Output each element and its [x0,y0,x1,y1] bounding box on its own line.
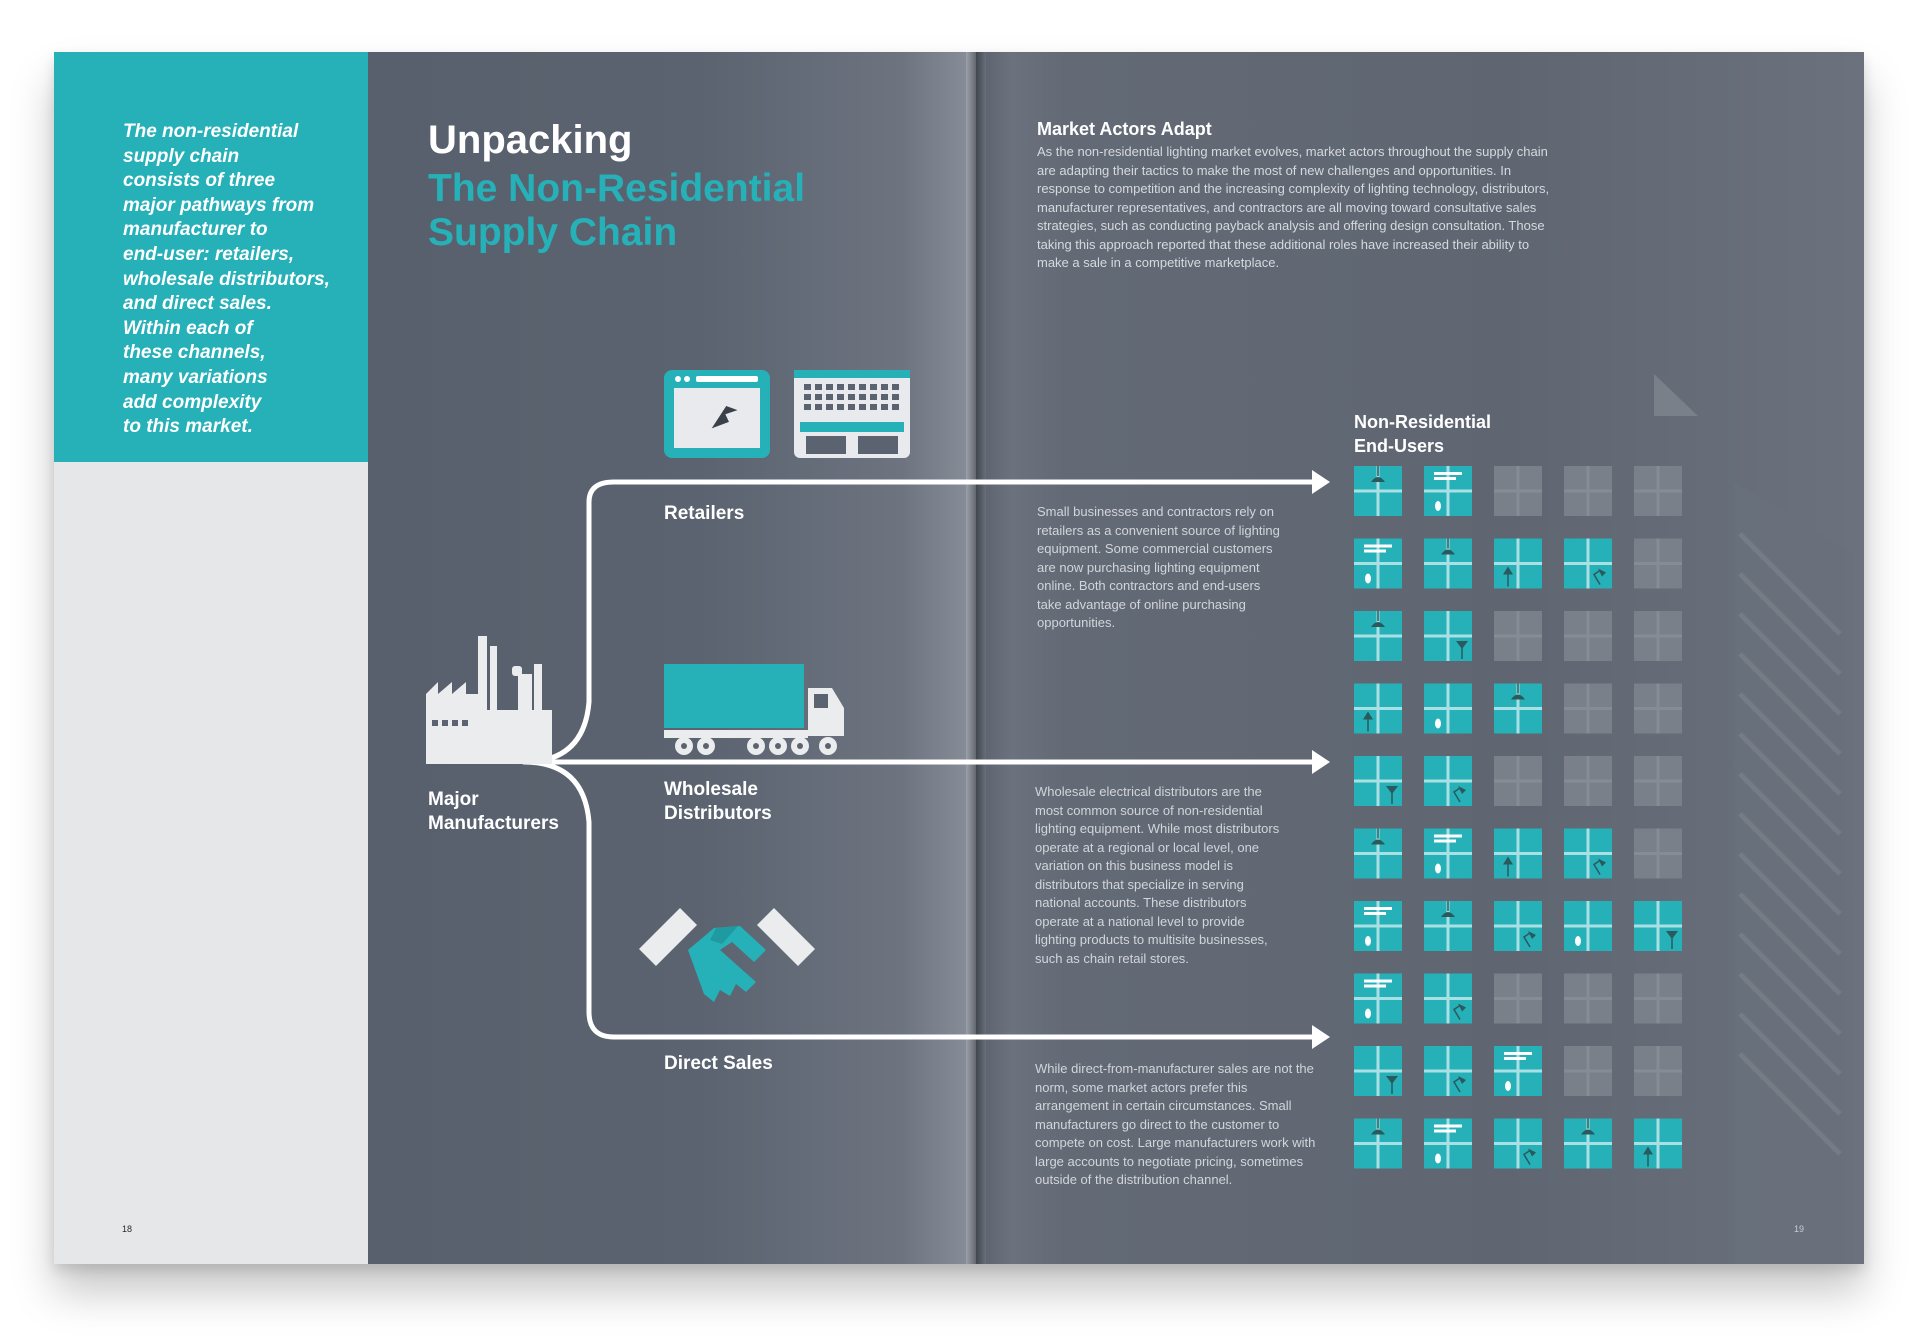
window-unlit [1634,1046,1682,1096]
window-lit [1494,1046,1542,1096]
retailers-label: Retailers [664,503,745,524]
window-unlit [1564,756,1612,806]
wholesale-distributors-label: Wholesale Distributors [664,779,772,824]
market-actors-heading: Market Actors Adapt [1037,119,1212,139]
window-lit [1494,539,1542,589]
end-user-window-grid [1354,466,1694,1206]
window-lit [1424,974,1472,1024]
window-lit [1424,684,1472,734]
market-actors-intro: As the non-residential lighting market evolves, market actors throughout the supply chain are adapting their tactics to make the most of new challenges and opportunities. In response to competition and the increasing complexity of lighting technology, distributors, manufacturer representatives, and contractors are all moving toward consultative sales strategies, such as conducting payback analysis and offering design consultation. Those taking this approach reported that these additional roles have increased their ability to make a sale in a competitive marketplace. [1037,144,1550,270]
brochure-spread [54,52,1864,1264]
storefront-icon [794,370,910,458]
page-subtitle: The Non-Residential Supply Chain [428,167,806,254]
window-unlit [1564,1046,1612,1096]
window-lit [1424,829,1472,879]
window-lit [1564,901,1612,951]
window-lit [1354,756,1402,806]
window-unlit [1634,611,1682,661]
window-unlit [1634,829,1682,879]
sidebar-summary: The non-residential supply chain consists of three major pathways from manufacturer to end-user: retailers, wholesale distributors, and direct sales. Within each of these channels, many variations add complexity to this market. [123,121,330,438]
window-lit [1424,1046,1472,1096]
window-unlit [1494,466,1542,516]
window-unlit [1634,684,1682,734]
wholesale-paragraph: Wholesale electrical distributors are the most common source of non-residential lighting equipment. While most distributors operate at a regional or local level, one variation on this business model is distributors that specialize in serving national accounts. These distributors operate at a national level to provide lighting products to multisite businesses, such as chain retail stores. [1035,784,1280,966]
window-lit [1494,901,1542,951]
window-lit [1354,539,1402,589]
window-lit [1354,611,1402,661]
window-unlit [1634,539,1682,589]
window-lit [1354,901,1402,951]
window-unlit [1564,974,1612,1024]
retailers-paragraph: Small businesses and contractors rely on retailers as a convenient source of lighting equipment. Some commercial customers are now purchasing lighting equipment online. Both contractors and end-users take advantage of online purchasing opportunities. [1037,504,1280,630]
window-unlit [1564,611,1612,661]
factory-icon [426,636,556,764]
window-lit [1494,829,1542,879]
window-lit [1564,1119,1612,1169]
page-number-left: 18 [122,1224,133,1234]
window-unlit [1494,611,1542,661]
window-lit [1634,901,1682,951]
window-unlit [1494,974,1542,1024]
window-unlit [1564,684,1612,734]
window-lit [1354,974,1402,1024]
window-lit [1564,829,1612,879]
direct-sales-paragraph: While direct-from-manufacturer sales are not the norm, some market actors prefer this arrangement in certain circumstances. Small manufacturers go direct to the customer to compete on cost. Large manufacturers work with large accounts to negotiate pricing, sometimes outside of the distribution channel. [1035,1061,1316,1187]
window-unlit [1634,466,1682,516]
window-unlit [1634,756,1682,806]
window-unlit [1564,466,1612,516]
window-lit [1494,1119,1542,1169]
window-lit [1424,611,1472,661]
truck-icon [664,664,844,758]
window-unlit [1494,756,1542,806]
manufacturer-label: Major Manufacturers [428,789,559,834]
window-lit [1424,466,1472,516]
window-lit [1354,829,1402,879]
window-unlit [1634,974,1682,1024]
window-lit [1354,1119,1402,1169]
window-lit [1354,466,1402,516]
browser-window-cursor-icon [664,370,770,458]
window-lit [1634,1119,1682,1169]
window-lit [1494,684,1542,734]
window-lit [1424,539,1472,589]
window-lit [1564,539,1612,589]
end-users-label: Non-Residential End-Users [1354,412,1492,456]
window-lit [1354,1046,1402,1096]
page-title: Unpacking [428,118,633,162]
window-lit [1354,684,1402,734]
window-lit [1424,756,1472,806]
handshake-icon [658,898,798,1014]
window-lit [1424,1119,1472,1169]
direct-sales-label: Direct Sales [664,1053,773,1074]
window-lit [1424,901,1472,951]
page-number-right: 19 [1794,1224,1805,1234]
